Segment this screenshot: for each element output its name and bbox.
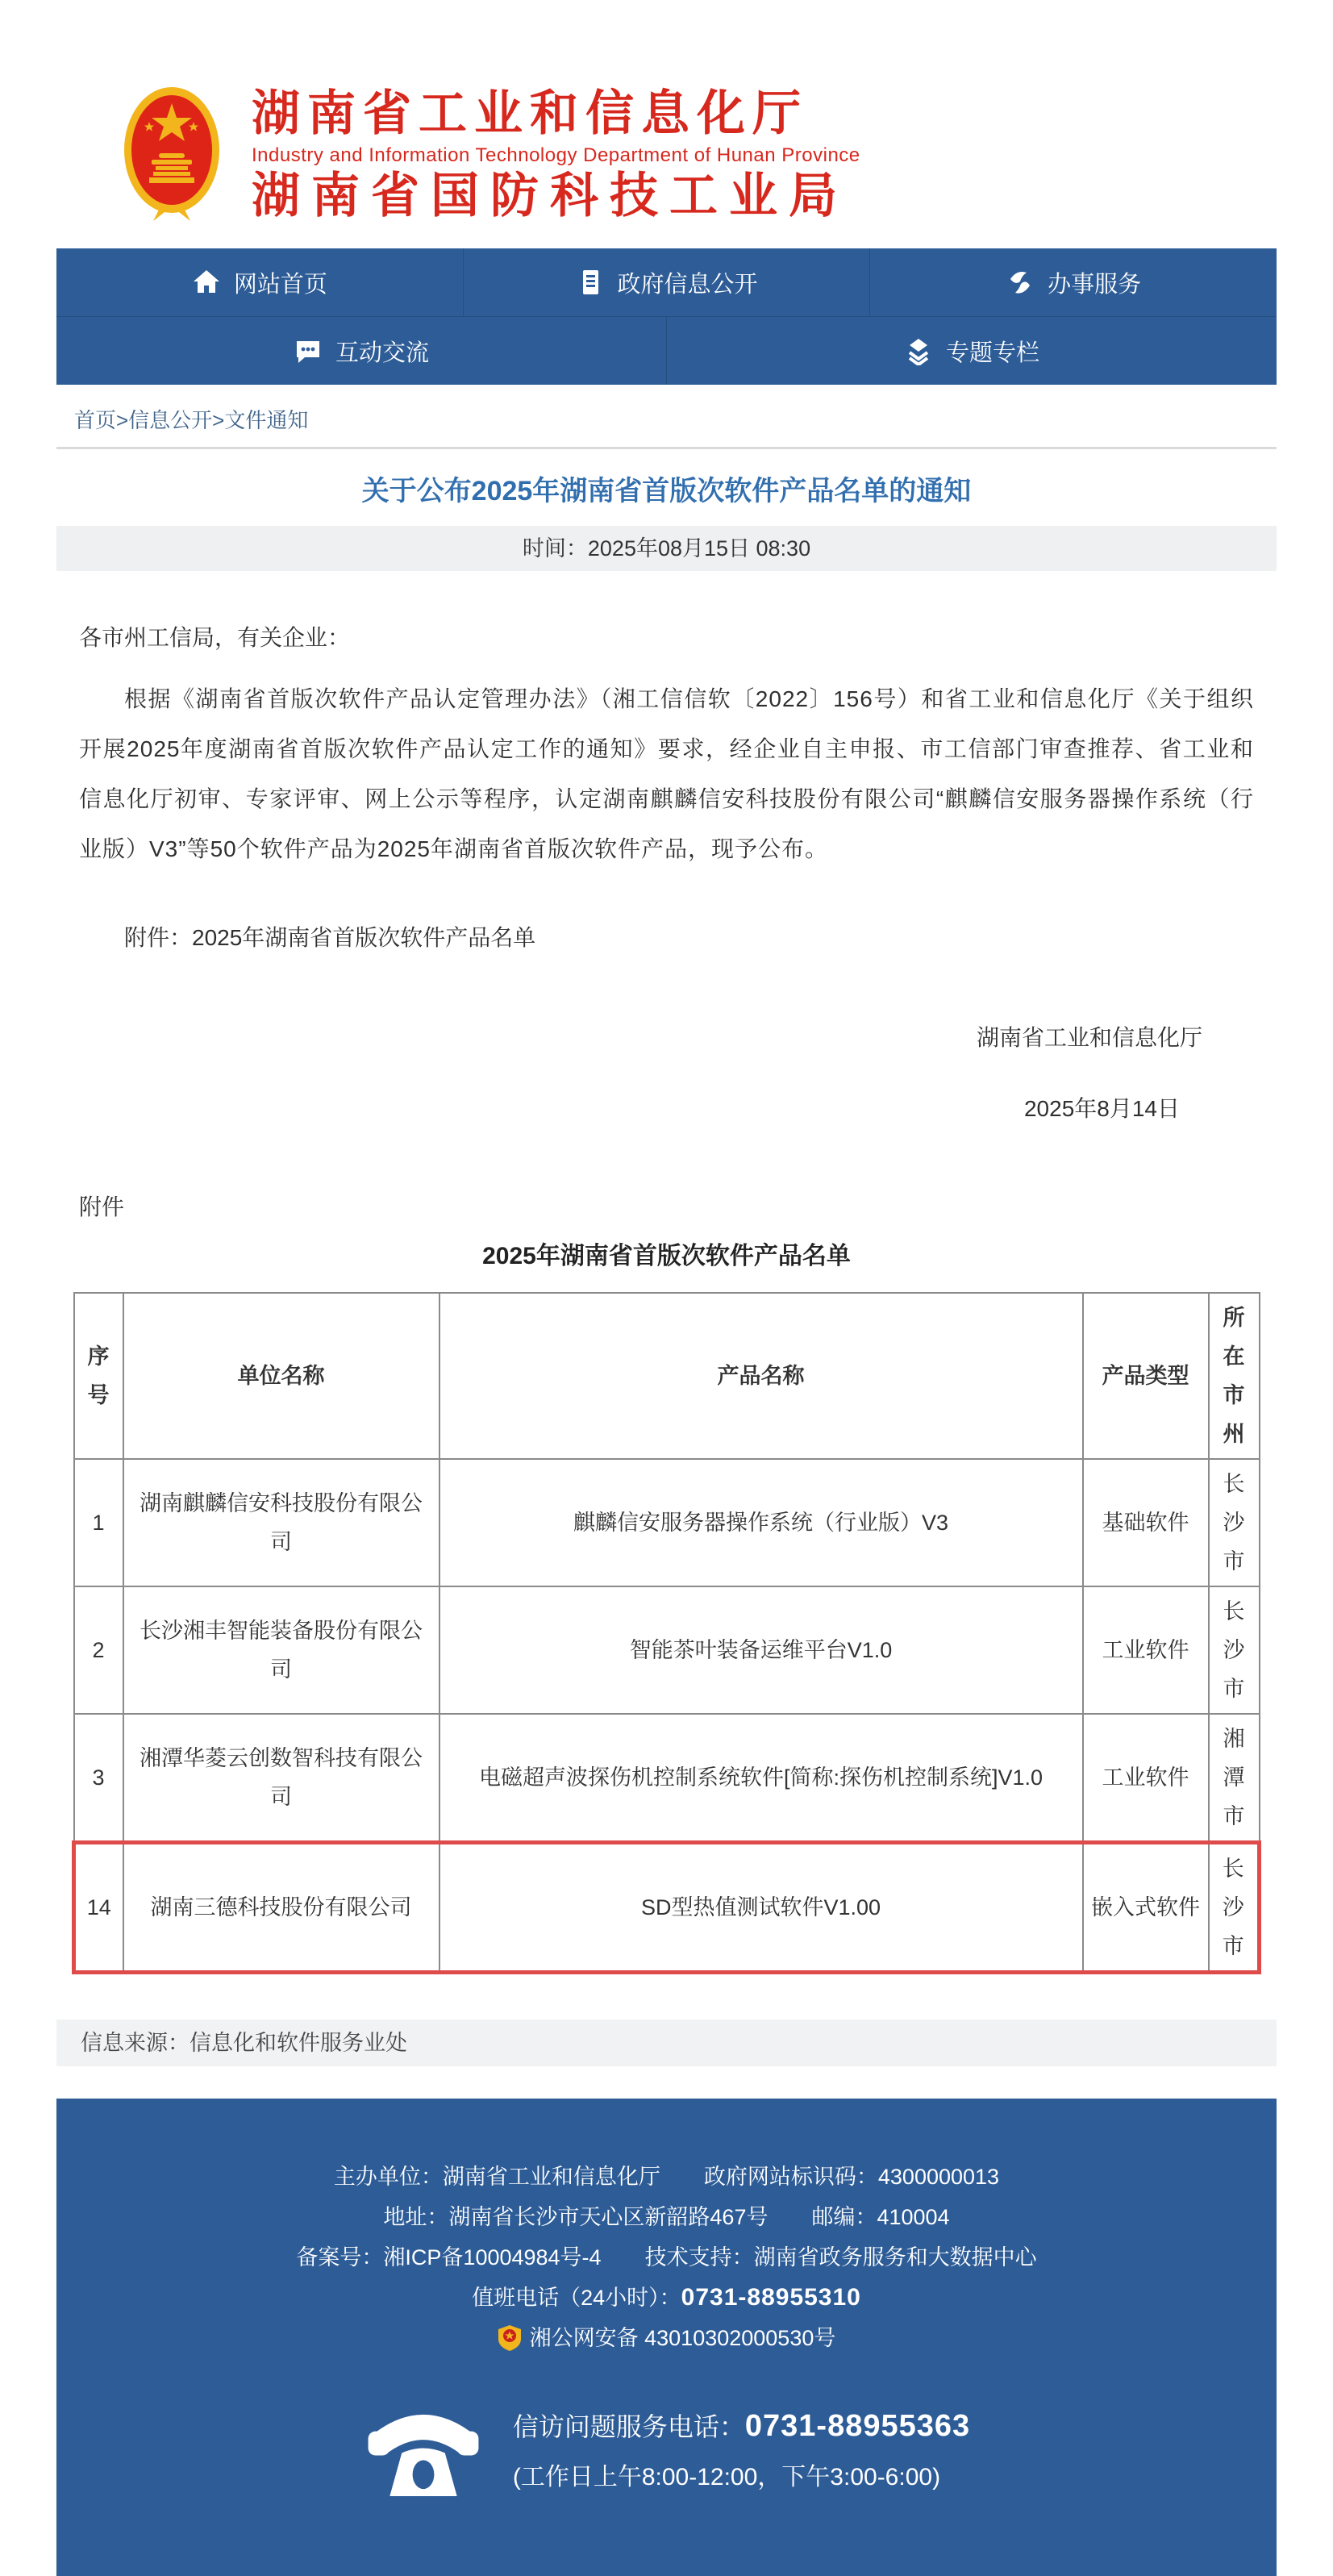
main-nav [56, 248, 1277, 385]
cell-product: SD型热值测试软件V1.00 [439, 1843, 1083, 1973]
org-name-en: Industry and Information Technology Department of Hunan Province [252, 144, 860, 166]
signer-name: 湖南省工业和信息化厅 [976, 1025, 1202, 1050]
petition-phone-text [513, 2407, 970, 2492]
nav-item-gov-info[interactable] [463, 248, 870, 316]
site-footer [56, 2099, 1277, 2576]
nav-item-label: 互动交流 [335, 340, 429, 366]
cell-no: 1 [74, 1459, 123, 1586]
page-container [56, 0, 1277, 2576]
page-title: 关于公布2025年湖南省首版次软件产品名单的通知 [361, 476, 972, 506]
col-header-type: 产品类型 [1083, 1293, 1209, 1459]
nav-item-services[interactable] [869, 248, 1277, 316]
table-header-row [74, 1293, 1260, 1459]
petition-phone-label: 信访问题服务电话： [512, 2412, 745, 2441]
chat-icon [294, 336, 323, 365]
salutation-text: 各市州工信局，有关企业： [79, 625, 351, 650]
article-body [56, 613, 1277, 1232]
national-emblem-logo [123, 85, 221, 224]
cell-city: 湘潭市 [1209, 1714, 1260, 1843]
duty-phone-label: 值班电话（24小时）： [472, 2286, 681, 2310]
cell-product: 智能茶叶装备运维平台V1.0 [439, 1586, 1083, 1714]
appendix-label: 附件 [79, 1194, 125, 1219]
layers-icon [904, 336, 933, 365]
footer-icp-line: 备案号：湘ICP备10004984号-4 技术支持：湖南省政务服务和大数据中心 [296, 2245, 1037, 2270]
breadcrumb[interactable]: 首页>信息公开>文件通知 [74, 408, 309, 432]
site-header [56, 0, 1277, 224]
petition-phone-block [56, 2400, 1277, 2499]
nav-item-home[interactable] [56, 248, 463, 316]
body-paragraph: 根据《湖南省首版次软件产品认定管理办法》（湘工信信软〔2022〕156号）和省工业和信息化厅《关于组织开展2025年度湖南省首版次软件产品认定工作的通知》要求，经企业自主申报、市工信部门审查推荐、省工业和信息化厅初审、专家评审、网上公示等程序，认定湖南麒麟信安科技股份有限公司“麒麟信安服务器操作系统（行业版）V3”等50个软件产品为2025年湖南省首版次软件产品，现予公布。 [79, 686, 1254, 861]
nav-item-label: 专题专栏 [945, 340, 1039, 366]
footer-security-line[interactable] [56, 2318, 1277, 2358]
cell-city: 长沙市 [1209, 1459, 1260, 1586]
divider-line [56, 447, 1277, 449]
telephone-icon [363, 2400, 484, 2499]
col-header-no: 序号 [74, 1293, 123, 1459]
cell-company: 湖南三德科技股份有限公司 [123, 1843, 439, 1973]
table-row [74, 1586, 1260, 1714]
cell-type: 嵌入式软件 [1083, 1843, 1209, 1973]
cell-company: 长沙湘丰智能装备股份有限公司 [123, 1586, 439, 1714]
sign-date: 2025年8月14日 [1023, 1096, 1180, 1121]
nav-item-label: 网站首页 [233, 271, 327, 298]
brand-text [252, 86, 860, 223]
cell-product: 电磁超声波探伤机控制系统软件[简称:探伤机控制系统]V1.0 [439, 1714, 1083, 1843]
table-row-highlighted [74, 1843, 1260, 1973]
cell-city: 长沙市 [1209, 1586, 1260, 1714]
cell-no: 3 [74, 1714, 123, 1843]
col-header-city: 所在市州 [1209, 1293, 1260, 1459]
police-badge-icon [498, 2324, 522, 2352]
home-icon [192, 268, 221, 297]
nav-item-label: 办事服务 [1048, 271, 1142, 298]
duty-phone-number: 0731-88955310 [681, 2284, 861, 2311]
footer-duty-phone-line [56, 2278, 1277, 2318]
org-name-cn: 湖南省工业和信息化厅 [252, 86, 808, 140]
table-row [74, 1714, 1260, 1843]
cell-city: 长沙市 [1209, 1843, 1260, 1973]
cell-product: 麒麟信安服务器操作系统（行业版）V3 [439, 1459, 1083, 1586]
cell-type: 基础软件 [1083, 1459, 1209, 1586]
nav-item-label: 政府信息公开 [617, 271, 758, 298]
cell-company: 湖南麒麟信安科技股份有限公司 [123, 1459, 439, 1586]
cell-company: 湘潭华菱云创数智科技有限公司 [123, 1714, 439, 1843]
footer-address-line: 地址：湖南省长沙市天心区新韶路467号 邮编：410004 [383, 2205, 950, 2229]
table-row [74, 1459, 1260, 1586]
nav-item-interaction[interactable] [56, 317, 666, 385]
cell-type: 工业软件 [1083, 1586, 1209, 1714]
nav-item-special-topics[interactable] [666, 317, 1277, 385]
attachment-link[interactable]: 附件：2025年湖南省首版次软件产品名单 [124, 925, 536, 950]
col-header-company: 单位名称 [123, 1293, 439, 1459]
petition-hours: (工作日上午8:00-12:00，下午3:00-6:00) [512, 2464, 941, 2491]
info-source: 信息来源：信息化和软件服务业处 [56, 2020, 1277, 2066]
org-name-cn-2: 湖南省国防科技工业局 [252, 169, 848, 223]
publish-time: 时间：2025年08月15日 08:30 [56, 526, 1277, 571]
services-icon [1006, 268, 1035, 297]
cell-no: 14 [74, 1843, 123, 1973]
products-table [72, 1292, 1261, 1974]
cell-no: 2 [74, 1586, 123, 1714]
cell-type: 工业软件 [1083, 1714, 1209, 1843]
table-title: 2025年湖南省首版次软件产品名单 [482, 1243, 851, 1269]
security-badge-text: 湘公网安备 43010302000530号 [529, 2326, 836, 2350]
footer-host-line: 主办单位：湖南省工业和信息化厅 政府网站标识码：4300000013 [333, 2165, 1000, 2189]
col-header-product: 产品名称 [439, 1293, 1083, 1459]
document-icon [576, 268, 605, 297]
petition-phone-number: 0731-88955363 [744, 2409, 971, 2443]
